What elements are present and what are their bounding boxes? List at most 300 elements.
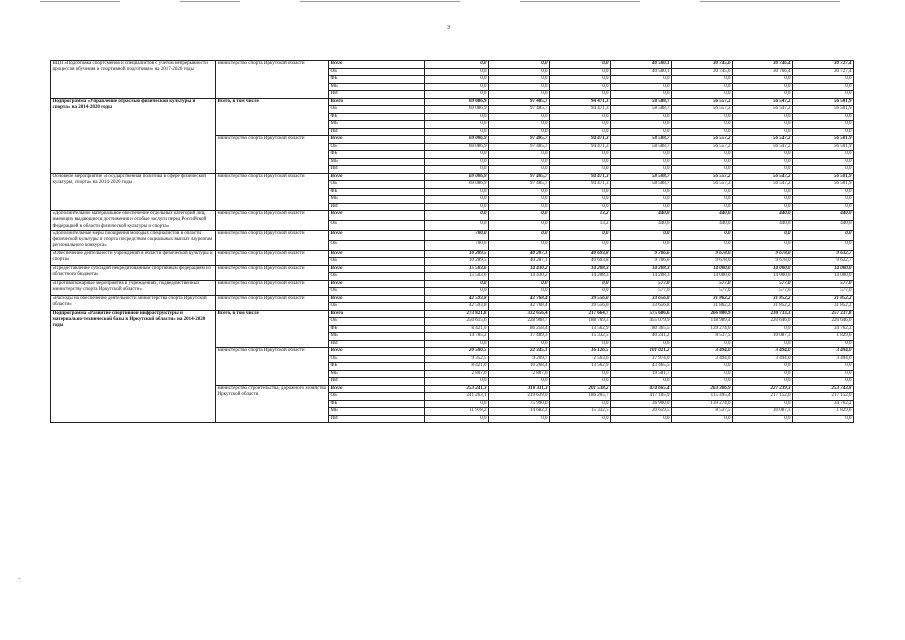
- amount-cell: 14 430,2: [489, 273, 550, 281]
- budget-table-body: [51, 61, 854, 423]
- amount-cell: 250 615,6: [425, 318, 489, 326]
- funding-source-cell: ОБ: [329, 106, 425, 114]
- amount-cell: 0,0: [733, 166, 793, 174]
- amount-cell: 0,0: [550, 61, 611, 69]
- scan-artifact-line: [40, 1, 120, 2]
- funding-source-cell: Всего: [329, 265, 425, 273]
- amount-cell: 0,0: [672, 363, 733, 371]
- amount-cell: 0,0: [425, 166, 489, 174]
- amount-cell: 14 682,3: [489, 408, 550, 416]
- amount-cell: 0,0: [489, 211, 550, 221]
- amount-cell: 440,0: [733, 220, 793, 230]
- amount-cell: 30 727,4: [793, 68, 854, 76]
- funding-source-cell: ОБ: [329, 393, 425, 401]
- program-name-cell: Подпрограмма «Управление отраслью физической культуры и спорта» на 2014-2020 годы: [51, 98, 216, 173]
- amount-cell: 0,0: [611, 83, 672, 91]
- amount-cell: 58 588,7: [611, 143, 672, 151]
- amount-cell: 0,0: [425, 415, 489, 423]
- amount-cell: 575 686,6: [611, 310, 672, 318]
- amount-cell: 34 762,2: [793, 325, 854, 333]
- table-row: [51, 173, 854, 181]
- responsible-body-cell: министерство спорта Иркутской области: [216, 250, 329, 265]
- amount-cell: 0,0: [733, 113, 793, 121]
- table-row: [51, 265, 854, 273]
- amount-cell: 118 989,4: [672, 318, 733, 326]
- amount-cell: 56 501,9: [793, 98, 854, 106]
- amount-cell: 0,0: [425, 203, 489, 211]
- amount-cell: 0,0: [793, 363, 854, 371]
- amount-cell: 0,0: [733, 378, 793, 386]
- responsible-body-cell: министерство спорта Иркутской области: [216, 173, 329, 211]
- amount-cell: 0,0: [733, 370, 793, 378]
- amount-cell: 220 646,0: [733, 318, 793, 326]
- scan-mark: ·: [18, 575, 21, 583]
- funding-source-cell: ФБ: [329, 113, 425, 121]
- amount-cell: 97 485,7: [489, 173, 550, 181]
- amount-cell: 0,0: [672, 240, 733, 250]
- amount-cell: 474 665,4: [611, 385, 672, 393]
- amount-cell: 0,0: [672, 378, 733, 386]
- amount-cell: 14 000,0: [733, 265, 793, 273]
- funding-source-cell: ИИ: [329, 378, 425, 386]
- amount-cell: 0,0: [425, 61, 489, 69]
- amount-cell: 80 365,5: [611, 325, 672, 333]
- amount-cell: 9 632,7: [793, 258, 854, 266]
- scan-artifact-line: [700, 1, 840, 2]
- amount-cell: 22 345,1: [489, 348, 550, 356]
- amount-cell: 31 852,2: [793, 303, 854, 311]
- amount-cell: 0,0: [550, 83, 611, 91]
- amount-cell: 69 086,9: [425, 181, 489, 189]
- amount-cell: 31 852,2: [793, 295, 854, 303]
- amount-cell: 0,0: [425, 280, 489, 288]
- amount-cell: 139 274,0: [672, 325, 733, 333]
- amount-cell: 56 557,2: [672, 181, 733, 189]
- funding-source-cell: МБ: [329, 370, 425, 378]
- amount-cell: 40 580,1: [611, 68, 672, 76]
- amount-cell: 0,0: [733, 91, 793, 99]
- amount-cell: 37 974,0: [611, 355, 672, 363]
- amount-cell: 220 646,0: [793, 318, 854, 326]
- amount-cell: 0,0: [672, 151, 733, 159]
- amount-cell: 0,0: [672, 415, 733, 423]
- amount-cell: 0,0: [550, 340, 611, 348]
- amount-cell: 14 000,0: [672, 265, 733, 273]
- amount-cell: 0,0: [489, 203, 550, 211]
- amount-cell: 31 862,2: [672, 295, 733, 303]
- amount-cell: 13 562,9: [550, 325, 611, 333]
- amount-cell: 440,0: [793, 211, 854, 221]
- amount-cell: 0,0: [489, 240, 550, 250]
- amount-cell: 217 152,0: [793, 393, 854, 401]
- amount-cell: 9 706,6: [611, 250, 672, 258]
- amount-cell: 15 332,5: [550, 333, 611, 341]
- amount-cell: 9 678,0: [733, 250, 793, 258]
- amount-cell: 56 501,9: [793, 106, 854, 114]
- amount-cell: 86 258,4: [489, 325, 550, 333]
- amount-cell: 39 556,0: [550, 295, 611, 303]
- amount-cell: 0,0: [425, 128, 489, 136]
- amount-cell: 15 332,5: [550, 408, 611, 416]
- funding-source-cell: Всего: [329, 250, 425, 258]
- amount-cell: 0,0: [489, 128, 550, 136]
- amount-cell: 0,0: [550, 91, 611, 99]
- amount-cell: 0,0: [550, 76, 611, 84]
- amount-cell: 0,0: [733, 325, 793, 333]
- amount-cell: 577,0: [611, 280, 672, 288]
- funding-source-cell: ИИ: [329, 166, 425, 174]
- amount-cell: 30 745,6: [672, 68, 733, 76]
- amount-cell: 30 745,6: [672, 61, 733, 69]
- amount-cell: 217 152,0: [733, 393, 793, 401]
- amount-cell: 58 588,7: [611, 173, 672, 181]
- amount-cell: 39 556,0: [550, 303, 611, 311]
- program-name-cell: Основное мероприятие «Государственная политика в сфере физической культуры, спорта» на 2014-2020 годы: [51, 173, 216, 211]
- amount-cell: 14 000,0: [793, 273, 854, 281]
- funding-source-cell: ОБ: [329, 240, 425, 250]
- amount-cell: 0,0: [793, 166, 854, 174]
- amount-cell: 0,0: [793, 203, 854, 211]
- program-name-cell: «Дополнительное материальное обеспечение отдельных категорий лиц, имеющих выдающиеся достижения и особые заслуги перед Российской Федерацией в области физической культуры и спорта»: [51, 211, 216, 231]
- amount-cell: 0,0: [793, 378, 854, 386]
- amount-cell: 440,0: [733, 211, 793, 221]
- funding-source-cell: Всего: [329, 173, 425, 181]
- amount-cell: 9 352,5: [425, 355, 489, 363]
- amount-cell: 3 494,0: [672, 355, 733, 363]
- responsible-body-cell: министерство спорта Иркутской области: [216, 265, 329, 280]
- amount-cell: 217 664,7: [550, 310, 611, 318]
- amount-cell: 0,0: [489, 113, 550, 121]
- amount-cell: 455 079,9: [611, 318, 672, 326]
- amount-cell: 241 263,1: [425, 393, 489, 401]
- amount-cell: 58 588,7: [611, 98, 672, 106]
- funding-source-cell: ФБ: [329, 76, 425, 84]
- funding-source-cell: МБ: [329, 333, 425, 341]
- amount-cell: 0,0: [672, 158, 733, 166]
- amount-cell: 0,0: [733, 151, 793, 159]
- amount-cell: 2 563,6: [550, 355, 611, 363]
- amount-cell: 56 547,2: [733, 173, 793, 181]
- table-row: [51, 250, 854, 258]
- funding-source-cell: Всего: [329, 310, 425, 318]
- funding-source-cell: Всего: [329, 61, 425, 69]
- amount-cell: 0,0: [550, 113, 611, 121]
- amount-cell: 31 852,2: [733, 303, 793, 311]
- amount-cell: 0,0: [733, 240, 793, 250]
- amount-cell: 230 733,3: [733, 310, 793, 318]
- funding-source-cell: Всего: [329, 211, 425, 221]
- amount-cell: 0,0: [733, 158, 793, 166]
- amount-cell: 253 241,3: [425, 385, 489, 393]
- amount-cell: 201 538,2: [550, 385, 611, 393]
- amount-cell: 0,0: [425, 68, 489, 76]
- amount-cell: 0,0: [611, 121, 672, 129]
- amount-cell: 139 274,0: [672, 400, 733, 408]
- amount-cell: 3 494,0: [672, 348, 733, 356]
- amount-cell: 69 086,9: [425, 98, 489, 106]
- funding-source-cell: ФБ: [329, 363, 425, 371]
- scan-artifact-line: [300, 1, 460, 2]
- amount-cell: 273 821,8: [425, 310, 489, 318]
- funding-source-cell: ФБ: [329, 151, 425, 159]
- amount-cell: 440,0: [793, 220, 854, 230]
- amount-cell: 33 656,8: [611, 295, 672, 303]
- amount-cell: 56 557,2: [672, 173, 733, 181]
- amount-cell: 33 656,8: [611, 303, 672, 311]
- amount-cell: 42 768,4: [489, 303, 550, 311]
- amount-cell: 1 829,6: [793, 408, 854, 416]
- amount-cell: 0,0: [489, 151, 550, 159]
- program-name-cell: «Расходы на обеспечение деятельности министерства спорта Иркутской области»: [51, 295, 216, 310]
- amount-cell: 69 086,9: [425, 173, 489, 181]
- funding-source-cell: ИИ: [329, 128, 425, 136]
- amount-cell: 97 485,7: [489, 181, 550, 189]
- funding-source-cell: ОБ: [329, 181, 425, 189]
- amount-cell: 700,0: [425, 240, 489, 250]
- amount-cell: 577,0: [733, 288, 793, 296]
- amount-cell: 0,0: [672, 203, 733, 211]
- amount-cell: 0,0: [733, 363, 793, 371]
- funding-source-cell: Всего: [329, 98, 425, 106]
- amount-cell: 0,0: [672, 230, 733, 240]
- table-row: [51, 230, 854, 240]
- amount-cell: 0,0: [793, 158, 854, 166]
- amount-cell: 0,0: [550, 370, 611, 378]
- program-name-cell: «Дополнительные меры поощрения молодых специалистов в области физической культуры и спорта посредством социальных выплат лауреатам регионального конкурса»: [51, 230, 216, 250]
- responsible-body-cell: министерство спорта Иркутской области: [216, 348, 329, 386]
- amount-cell: 2 807,0: [489, 370, 550, 378]
- amount-cell: 227 239,3: [733, 385, 793, 393]
- amount-cell: 0,0: [672, 188, 733, 196]
- program-name-cell: ВЦП «Подготовка спортсменов и специалистов с учетом непрерывности процессов обучения и спортивной подготовки» на 2017-2020 годы: [51, 61, 216, 99]
- amount-cell: 56 547,2: [733, 106, 793, 114]
- amount-cell: 0,0: [489, 220, 550, 230]
- amount-cell: 10 268,4: [489, 363, 550, 371]
- amount-cell: 56 557,2: [672, 98, 733, 106]
- amount-cell: 0,0: [793, 113, 854, 121]
- amount-cell: 0,0: [425, 378, 489, 386]
- amount-cell: 0,0: [611, 340, 672, 348]
- amount-cell: 69 086,9: [425, 106, 489, 114]
- amount-cell: 14 000,0: [733, 273, 793, 281]
- funding-source-cell: Всего: [329, 280, 425, 288]
- funding-source-cell: ОБ: [329, 258, 425, 266]
- amount-cell: 36 900,0: [611, 400, 672, 408]
- amount-cell: 0,0: [611, 151, 672, 159]
- amount-cell: 8 421,0: [425, 325, 489, 333]
- amount-cell: 253 743,8: [793, 385, 854, 393]
- amount-cell: 0,0: [793, 76, 854, 84]
- amount-cell: 9 678,0: [672, 250, 733, 258]
- amount-cell: 0,0: [425, 91, 489, 99]
- table-row: [51, 61, 854, 69]
- amount-cell: 56 557,2: [672, 136, 733, 144]
- funding-source-cell: МБ: [329, 83, 425, 91]
- amount-cell: 0,0: [672, 166, 733, 174]
- funding-source-cell: ФБ: [329, 188, 425, 196]
- budget-table: [50, 60, 854, 423]
- amount-cell: 0,0: [550, 240, 611, 250]
- funding-source-cell: МБ: [329, 158, 425, 166]
- amount-cell: 0,0: [672, 76, 733, 84]
- amount-cell: 700,0: [425, 230, 489, 240]
- amount-cell: 0,0: [425, 151, 489, 159]
- responsible-body-cell: Всего, в том числе: [216, 310, 329, 348]
- amount-cell: 0,0: [611, 230, 672, 240]
- table-row: [51, 310, 854, 318]
- program-name-cell: «Противопожарные мероприятия в учреждениях, подведомственных министерству спорта Иркутской области»: [51, 280, 216, 295]
- amount-cell: 97 485,7: [489, 136, 550, 144]
- amount-cell: 0,0: [550, 415, 611, 423]
- amount-cell: 257 237,8: [793, 310, 854, 318]
- amount-cell: 310 311,3: [489, 385, 550, 393]
- amount-cell: 0,0: [611, 158, 672, 166]
- amount-cell: 0,0: [793, 188, 854, 196]
- amount-cell: 3 494,0: [733, 348, 793, 356]
- amount-cell: 19 581,7: [611, 370, 672, 378]
- funding-source-cell: МБ: [329, 121, 425, 129]
- amount-cell: 0,0: [733, 400, 793, 408]
- amount-cell: 34 762,2: [793, 400, 854, 408]
- amount-cell: 0,0: [793, 415, 854, 423]
- responsible-body-cell: министерство спорта Иркутской области: [216, 295, 329, 310]
- amount-cell: 0,0: [489, 340, 550, 348]
- responsible-body-cell: министерство спорта Иркутской области: [216, 136, 329, 174]
- amount-cell: 417 105,9: [611, 393, 672, 401]
- funding-source-cell: ОБ: [329, 288, 425, 296]
- amount-cell: 0,0: [425, 83, 489, 91]
- amount-cell: 0,0: [733, 203, 793, 211]
- amount-cell: 0,0: [611, 76, 672, 84]
- amount-cell: 58 588,7: [611, 136, 672, 144]
- amount-cell: 0,0: [793, 340, 854, 348]
- amount-cell: 94 471,3: [550, 106, 611, 114]
- amount-cell: 0,0: [425, 400, 489, 408]
- amount-cell: 440,0: [672, 220, 733, 230]
- funding-source-cell: ОБ: [329, 273, 425, 281]
- amount-cell: 56 547,2: [733, 143, 793, 151]
- amount-cell: 0,0: [611, 196, 672, 204]
- amount-cell: 8 537,5: [672, 333, 733, 341]
- amount-cell: 0,0: [550, 288, 611, 296]
- amount-cell: 577,0: [611, 288, 672, 296]
- amount-cell: 0,0: [489, 61, 550, 69]
- amount-cell: 440,0: [672, 211, 733, 221]
- amount-cell: 0,0: [793, 230, 854, 240]
- amount-cell: 0,0: [425, 196, 489, 204]
- amount-cell: 15 503,6: [425, 273, 489, 281]
- funding-source-cell: ИИ: [329, 415, 425, 423]
- amount-cell: 577,0: [793, 280, 854, 288]
- amount-cell: 8 537,5: [672, 408, 733, 416]
- amount-cell: 94 471,3: [550, 143, 611, 151]
- amount-cell: 0,0: [672, 128, 733, 136]
- amount-cell: 69 086,9: [425, 143, 489, 151]
- amount-cell: 0,0: [793, 196, 854, 204]
- amount-cell: 94 471,3: [550, 181, 611, 189]
- amount-cell: 0,0: [733, 188, 793, 196]
- amount-cell: 0,0: [489, 83, 550, 91]
- amount-cell: 31 862,2: [672, 303, 733, 311]
- amount-cell: 10 289,5: [425, 250, 489, 258]
- amount-cell: 3 494,0: [793, 348, 854, 356]
- amount-cell: 0,0: [793, 83, 854, 91]
- amount-cell: 94 471,3: [550, 98, 611, 106]
- amount-cell: 0,0: [672, 121, 733, 129]
- amount-cell: 94 471,3: [550, 173, 611, 181]
- amount-cell: 577,0: [672, 288, 733, 296]
- amount-cell: 577,0: [672, 280, 733, 288]
- amount-cell: 332 656,4: [489, 310, 550, 318]
- funding-source-cell: ИИ: [329, 91, 425, 99]
- amount-cell: 0,0: [489, 68, 550, 76]
- table-row: [51, 211, 854, 221]
- amount-cell: 266 800,9: [672, 310, 733, 318]
- amount-cell: 40 287,1: [489, 258, 550, 266]
- amount-cell: 0,0: [733, 415, 793, 423]
- amount-cell: 14 208,3: [550, 265, 611, 273]
- funding-source-cell: Всего: [329, 385, 425, 393]
- amount-cell: 0,0: [550, 188, 611, 196]
- responsible-body-cell: министерство спорта Иркутской области: [216, 280, 329, 295]
- amount-cell: 0,0: [611, 128, 672, 136]
- amount-cell: 40 287,1: [489, 250, 550, 258]
- amount-cell: 0,0: [489, 415, 550, 423]
- amount-cell: 30 746,4: [733, 61, 793, 69]
- amount-cell: 0,0: [489, 196, 550, 204]
- scan-artifact-line: [180, 1, 240, 2]
- amount-cell: 9 678,0: [672, 258, 733, 266]
- funding-source-cell: ОБ: [329, 303, 425, 311]
- amount-cell: 14 785,2: [425, 333, 489, 341]
- amount-cell: 0,0: [425, 220, 489, 230]
- amount-cell: 228 908,7: [489, 318, 550, 326]
- amount-cell: 0,0: [793, 91, 854, 99]
- table-row: [51, 280, 854, 288]
- amount-cell: 0,0: [733, 230, 793, 240]
- amount-cell: 0,0: [733, 340, 793, 348]
- amount-cell: 11 978,2: [425, 408, 489, 416]
- funding-source-cell: ОБ: [329, 68, 425, 76]
- amount-cell: 0,0: [550, 378, 611, 386]
- amount-cell: 14 208,3: [550, 273, 611, 281]
- responsible-body-cell: министерство спорта Иркутской области: [216, 61, 329, 99]
- amount-cell: 0,0: [733, 76, 793, 84]
- amount-cell: 0,0: [611, 240, 672, 250]
- amount-cell: 2 807,0: [425, 370, 489, 378]
- amount-cell: 9 678,0: [733, 258, 793, 266]
- amount-cell: 0,0: [733, 121, 793, 129]
- amount-cell: 0,0: [793, 240, 854, 250]
- amount-cell: 0,0: [611, 378, 672, 386]
- amount-cell: 8 421,0: [425, 363, 489, 371]
- amount-cell: 188 769,3: [550, 318, 611, 326]
- amount-cell: 16 126,5: [550, 348, 611, 356]
- funding-source-cell: Всего: [329, 230, 425, 240]
- amount-cell: 56 547,2: [733, 181, 793, 189]
- amount-cell: 10 087,3: [733, 333, 793, 341]
- amount-cell: 0,0: [611, 203, 672, 211]
- amount-cell: 0,0: [550, 158, 611, 166]
- funding-source-cell: ОБ: [329, 318, 425, 326]
- responsible-body-cell: министерство спорта Иркутской области: [216, 230, 329, 250]
- page-number: 3: [447, 25, 450, 31]
- amount-cell: 97 485,7: [489, 143, 550, 151]
- amount-cell: 31 852,2: [733, 295, 793, 303]
- amount-cell: 14 208,3: [611, 265, 672, 273]
- amount-cell: 0,0: [489, 76, 550, 84]
- amount-cell: 14 000,0: [672, 273, 733, 281]
